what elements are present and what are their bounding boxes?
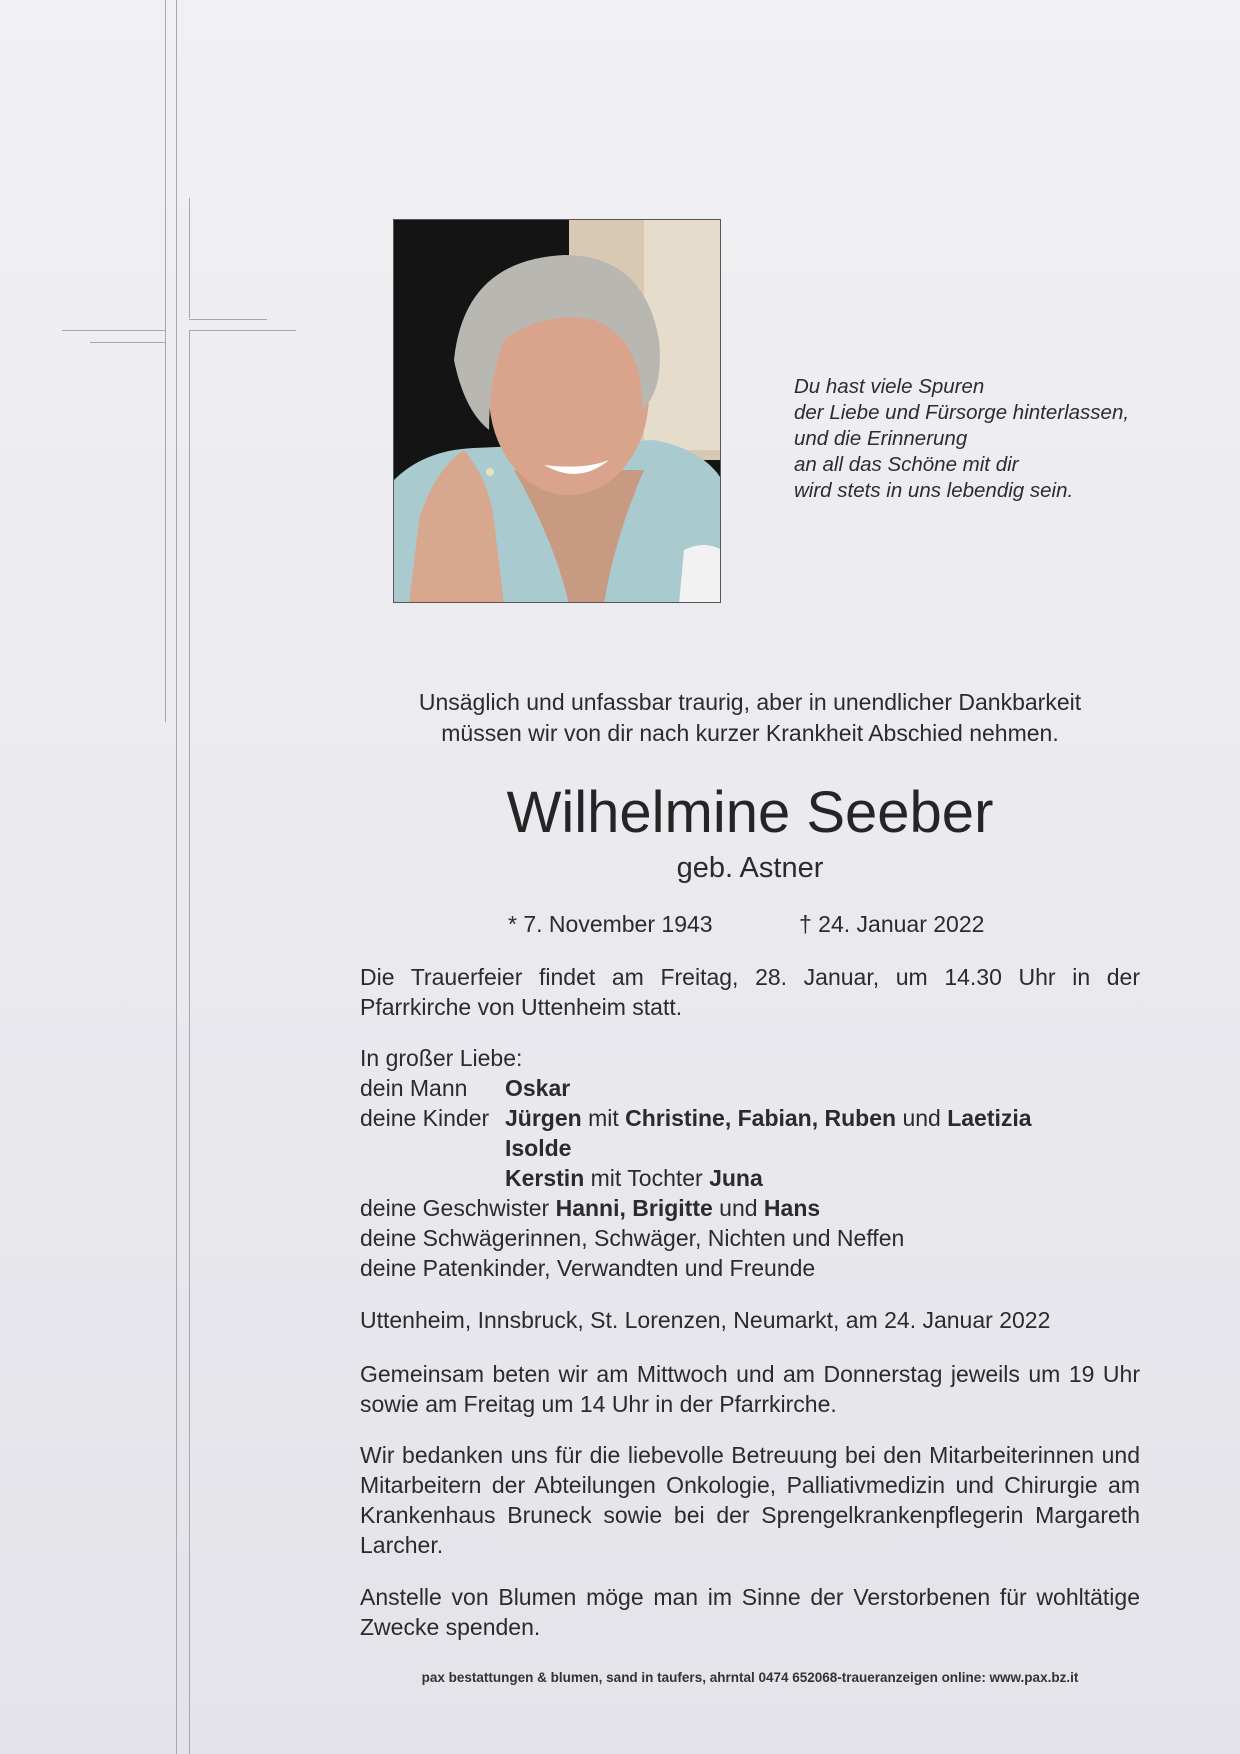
cross-line (62, 330, 165, 331)
cross-line (90, 342, 165, 343)
prayer-notice: Gemeinsam beten wir am Mittwoch und am Donnerstag jeweils um 19 Uhr sowie am Freitag um 14 Uhr in der Pfarrkirche. (360, 1361, 1140, 1417)
cross-line (189, 331, 190, 1754)
in-laws: deine Schwägerinnen, Schwäger, Nichten und Neffen (360, 1225, 905, 1251)
husband-name: Oskar (505, 1075, 571, 1101)
cross-line (189, 198, 190, 318)
poem-line: und die Erinnerung (794, 427, 968, 450)
family-row (360, 1163, 1180, 1193)
family-row (360, 1253, 1180, 1283)
family-row: deine Geschwister Hanni, Brigitte und Hans (360, 1195, 821, 1221)
family-list (360, 1043, 1180, 1283)
child-entry: Jürgen mit Christine, Fabian, Ruben und Laetizia (505, 1105, 1032, 1131)
child-entry: Isolde (505, 1135, 572, 1161)
godchildren: deine Patenkinder, Verwandten und Freunde (360, 1255, 816, 1281)
child-entry: Kerstin mit Tochter Juna (505, 1165, 763, 1191)
husband-label: dein Mann (360, 1075, 468, 1101)
poem (794, 374, 1129, 504)
children-label: deine Kinder (360, 1105, 490, 1131)
poem-line: wird stets in uns lebendig sein. (794, 479, 1074, 502)
cross-line (189, 330, 296, 331)
cross-line (189, 319, 267, 320)
deceased-name: Wilhelmine Seeber (506, 780, 994, 845)
poem-line: der Liebe und Fürsorge hinterlassen, (794, 401, 1130, 424)
footer-text: pax bestattungen & blumen, sand in taufers, ahrntal 0474 652068-traueranzeigen online: www.pax.bz.it (421, 1670, 1079, 1685)
family-heading: In großer Liebe: (360, 1045, 523, 1071)
donation-text: Anstelle von Blumen möge man im Sinne der Verstorbenen für wohltätige Zwecke spenden. (360, 1584, 1140, 1640)
family-row (360, 1043, 1180, 1073)
poem-line: an all das Schöne mit dir (794, 453, 1019, 476)
intro-line: müssen wir von dir nach kurzer Krankheit Abschied nehmen. (441, 720, 1059, 746)
portrait-photo (393, 219, 721, 603)
cross-line (176, 0, 177, 1754)
poem-line: Du hast viele Spuren (794, 375, 985, 398)
funeral-notice: Die Trauerfeier findet am Freitag, 28. Januar, um 14.30 Uhr in der Pfarrkirche von Uttenheim statt. (360, 964, 1140, 1020)
thanks-text: Wir bedanken uns für die liebevolle Betreuung bei den Mitarbeiterinnen und Mitarbeitern der Abteilungen Onkologie, Palliativmedizin und Chirurgie am Krankenhaus Bruneck sowie bei der Sprengelkrankenpflegerin Margareth Larcher. (360, 1442, 1140, 1558)
death-date: † 24. Januar 2022 (799, 911, 985, 937)
siblings-label: deine Geschwister (360, 1195, 550, 1221)
family-row (360, 1133, 1180, 1163)
cross-line (165, 0, 166, 722)
maiden-name: geb. Astner (676, 852, 824, 884)
birth-date: * 7. November 1943 (508, 911, 713, 937)
intro-text (360, 687, 1140, 749)
family-row (360, 1073, 1180, 1103)
place-date: Uttenheim, Innsbruck, St. Lorenzen, Neumarkt, am 24. Januar 2022 (360, 1307, 1051, 1333)
intro-line: Unsäglich und unfassbar traurig, aber in unendlicher Dankbarkeit (418, 689, 1082, 715)
family-row (360, 1223, 1180, 1253)
family-row (360, 1103, 1180, 1133)
